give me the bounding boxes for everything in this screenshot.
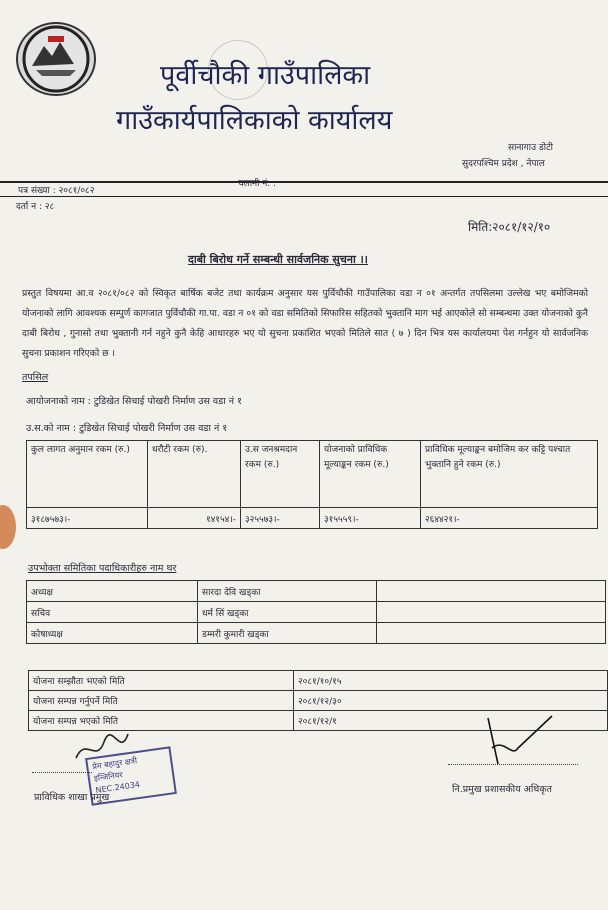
committee-name: उ.स.को नाम : टुडिखेत सिचाई पोखरी निर्माण उस वडा नं १: [26, 423, 228, 434]
cost-header-labor: उ.स जनश्रमदान रकम (रु.): [241, 441, 320, 508]
official-name: सारदा देवि खड्का: [198, 581, 377, 602]
date-label: योजना सम्पन्न गर्नुपर्ने मिति: [29, 691, 294, 711]
details-heading: तपसिल: [22, 372, 49, 383]
officials-heading: उपभोक्ता समितिका पदाधिकारीहरु नाम थर: [28, 563, 177, 574]
cost-header-total: कुल लागत अनुमान रकम (रु.): [27, 441, 148, 508]
emblem-logo: [16, 22, 96, 96]
cost-header-evaluation: योजनाको प्राविधिक मूल्याङ्कन रकम (रु.): [320, 441, 421, 508]
official-name: डम्मरी कुमारी खड्का: [198, 623, 377, 644]
office-title: गाउँकार्यपालिकाको कार्यालय: [116, 105, 393, 136]
stamp-number: NEC.24034: [95, 779, 141, 796]
table-row: [27, 623, 606, 644]
official-name: धर्म सिं खड्का: [198, 602, 377, 623]
date-label: योजना सम्पन्न भएको मिति: [29, 711, 294, 731]
official-role: अध्यक्ष: [27, 581, 198, 602]
signature-line-left: [32, 772, 92, 773]
date-value: २०८१/१०/१५: [294, 671, 608, 691]
table-row: [29, 671, 608, 691]
municipality-title: पूर्वीचौकी गाउँपालिका: [160, 60, 371, 91]
cost-value-deposit: १४१५४।-: [148, 508, 241, 529]
notice-date: मिति:२०८१/१२/१०: [468, 220, 551, 234]
date-value: २०८१/१२/३०: [294, 691, 608, 711]
official-role: कोषाध्यक्ष: [27, 623, 198, 644]
signature-right-title: नि.प्रमुख प्रशासकीय अधिकृत: [452, 784, 552, 795]
address-line1: सानागाउ डोटी: [508, 143, 553, 153]
table-row: [27, 581, 606, 602]
header-divider-2: [0, 196, 608, 197]
cost-value-labor: ३२५५७३।-: [241, 508, 320, 529]
project-name: आयोजनाको नाम : टुडिखेत सिचाई पोखरी निर्माण उस वडा नं १: [26, 396, 242, 407]
stamp-name: प्रेम बहादुर क्षत्री: [91, 756, 138, 772]
signature-left-title: प्राविधिक शाखा प्रमुख: [34, 792, 110, 803]
letter-number: पत्र संख्या : २०८१/०८२: [18, 186, 95, 196]
cost-value-total: ३१८७५७३।-: [27, 508, 148, 529]
official-role: सचिव: [27, 602, 198, 623]
cost-header-deposit: धरौटी रकम (रु).: [148, 441, 241, 508]
registration-number: दर्ता न : २८: [16, 202, 55, 212]
cost-value-evaluation: ३१५५५९।-: [320, 508, 421, 529]
cost-header-payment: प्राविधिक मूल्याङ्कन बमोजिम कर कट्टि पश्चात भुक्तानि हुने रकम (रु.): [421, 441, 598, 508]
official-blank: [377, 623, 606, 644]
dispatch-number: चलानी नं. :: [238, 179, 277, 189]
table-row: [27, 602, 606, 623]
cost-table: [26, 440, 598, 529]
stamp-title: इन्जिनियर: [93, 770, 124, 784]
signature-line-right: [448, 764, 578, 765]
date-value: २०८१/१२/१: [294, 711, 608, 731]
official-blank: [377, 581, 606, 602]
date-label: योजना सम्झौता भएको मिति: [29, 671, 294, 691]
officials-table: [26, 580, 606, 644]
notice-title: दाबी बिरोध गर्ने सम्बन्धी सार्वजनिक सुचना ।।: [188, 253, 368, 266]
cost-value-payment: २६४४२१।-: [421, 508, 598, 529]
official-blank: [377, 602, 606, 623]
notice-body: प्रस्तुत विषयमा आ.व २०८१/०८२ को स्विकृत बार्षिक बजेट तथा कार्यक्रम अनुसार यस पुर्विचौकी गाउँपालिका वडा न ०१ अन्तर्गत तपसिलमा उल्लेख भए बमोजिमको योजनाको लागि आवश्यक सम्पुर्ण कागजात पुर्विचौकी गा.पा. वडा न ०१ को वडा समितिको सिफारिस सहितको भुक्तानि माग भई आएकोले सो सम्बन्धमा उक्त योजनाको कुनै दाबी बिरोध , गुनासो तथा भुक्तानी गर्न नहुने कुनै केहि आधारहरु भए यो सुचना प्रकाशित भएको मितिले सात ( ७ ) दिन भित्र यस कार्यालयमा पेश गर्नहुन यो सार्वजनिक सुचना प्रकाशन गरिएको छ ।: [22, 288, 588, 359]
paper-mark: [0, 505, 16, 549]
address-line2: सुदरपश्चिम प्रदेश , नेपाल: [462, 159, 545, 169]
